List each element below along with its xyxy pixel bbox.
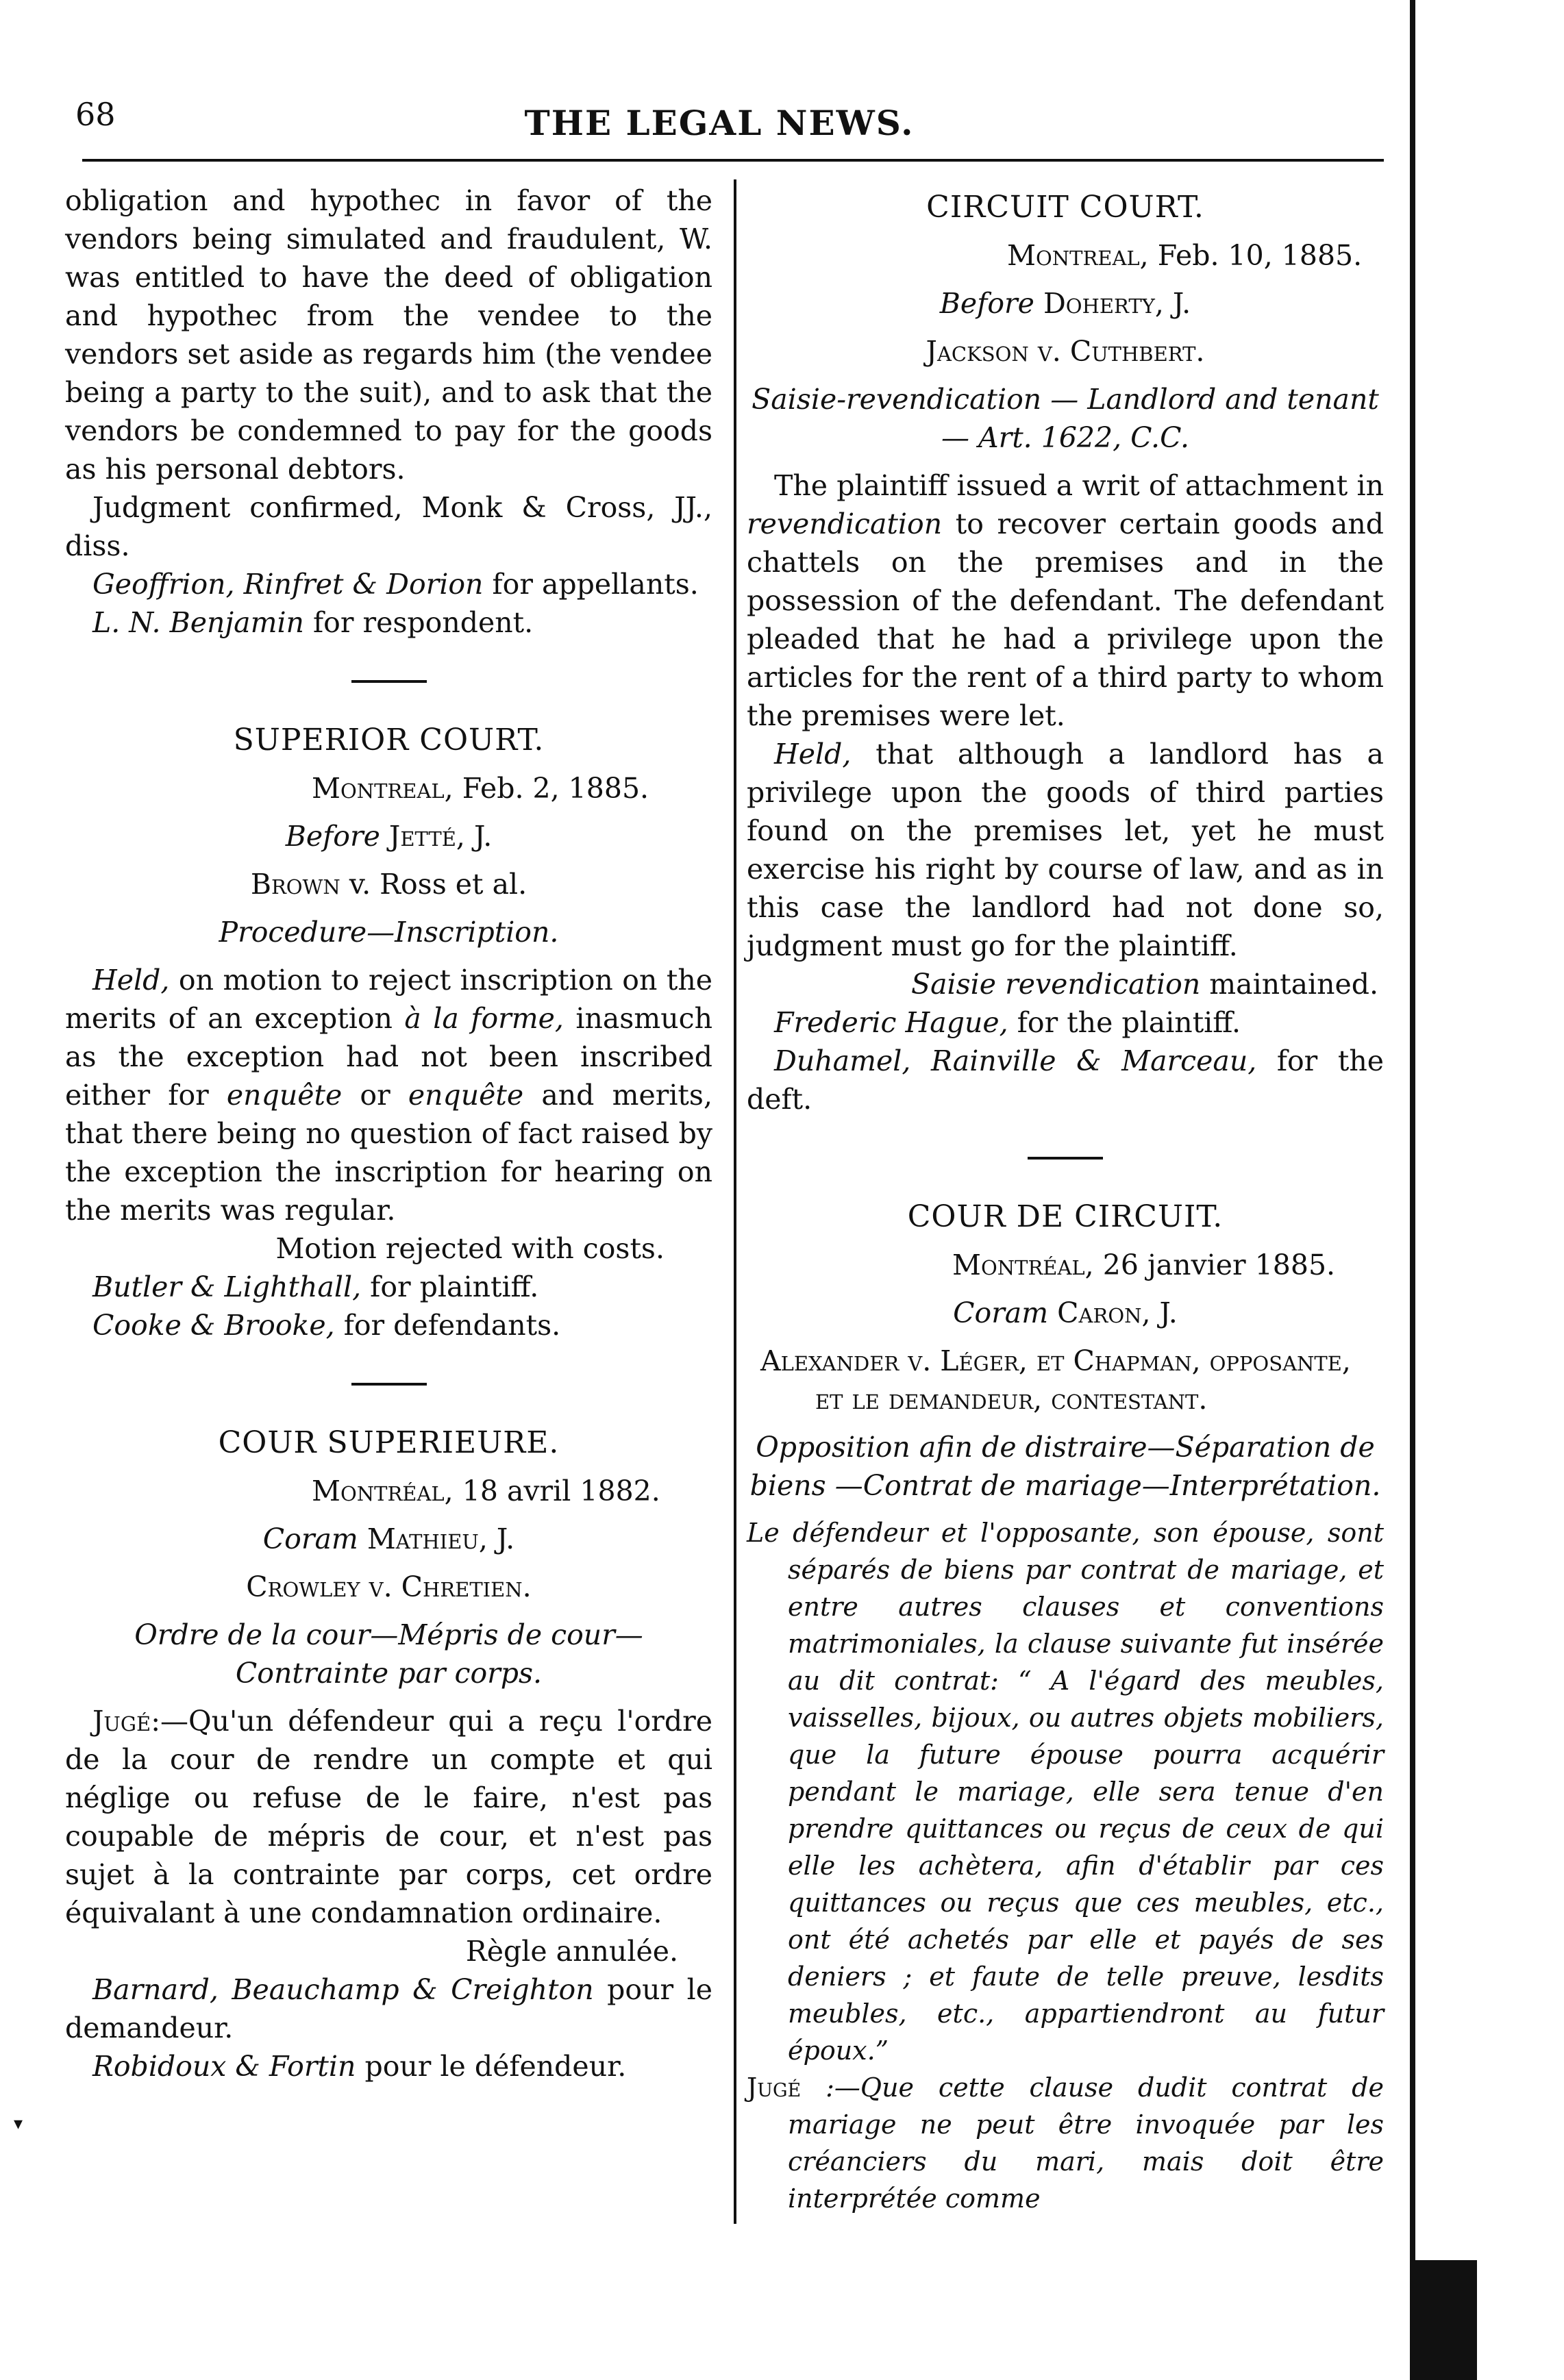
header-rule bbox=[82, 159, 1384, 162]
column-rule bbox=[734, 179, 736, 2224]
judge-name: Doherty, J. bbox=[1034, 287, 1191, 320]
judge-name: Caron, J. bbox=[1048, 1297, 1178, 1329]
case-parties bbox=[65, 865, 712, 903]
court-heading: SUPERIOR COURT. bbox=[233, 723, 545, 757]
coram-word: Coram bbox=[262, 1523, 358, 1555]
judge-name: Mathieu, J. bbox=[358, 1523, 515, 1555]
facts-text: to recover certain goods and chattels on the premises and in the possession of the defendant. The defendant pleaded that he had a privilege upon the articles for the rent of a third party to whom the premises were let. bbox=[747, 508, 1384, 732]
juge-paragraph bbox=[65, 1702, 712, 1932]
case-subject: Procedure—Inscription. bbox=[219, 916, 559, 949]
held-italic: enquête bbox=[226, 1079, 343, 1112]
place: Montreal, bbox=[312, 772, 454, 805]
continued-paragraph: obligation and hypothec in favor of the vendors being simulated and fraudulent, W. was entitled to have the deed of obligation and hypothec from the vendee to the vendors set aside as regards him (the vendee being a party to the suit), and to ask that the vendors be condemned to pay for the goods as his personal debtors. bbox=[65, 184, 712, 486]
court-heading: COUR SUPERIEURE. bbox=[218, 1425, 560, 1460]
counsel-role: pour le défendeur. bbox=[356, 2050, 627, 2083]
date-line bbox=[747, 236, 1384, 275]
date-line bbox=[747, 1246, 1384, 1284]
page-number: 68 bbox=[75, 96, 116, 133]
judge-line bbox=[747, 1294, 1384, 1332]
counsel-role: for the plaintiff. bbox=[1008, 1006, 1241, 1039]
versus: v. Ross et al. bbox=[340, 868, 527, 901]
date: Feb. 2, 1885. bbox=[453, 772, 649, 805]
held-text: or bbox=[342, 1079, 408, 1112]
judge-name: Jetté, J. bbox=[380, 820, 493, 853]
court-heading: COUR DE CIRCUIT. bbox=[907, 1199, 1224, 1234]
counsel-line bbox=[65, 1306, 712, 1344]
counsel-line bbox=[747, 1042, 1384, 1118]
juge-lead: Jugé bbox=[747, 2072, 802, 2103]
held-text: on motion to reject inscription on the merits of an exception bbox=[65, 964, 712, 1035]
place: Montréal, bbox=[312, 1475, 454, 1507]
counsel-line bbox=[747, 1003, 1384, 1042]
place: Montréal, bbox=[952, 1249, 1094, 1281]
counsel-line bbox=[65, 603, 712, 642]
counsel-role: for defendants. bbox=[334, 1309, 561, 1342]
result-italic: Saisie revendication bbox=[911, 968, 1201, 1001]
counsel-line bbox=[65, 565, 712, 603]
juge-text: :—Que cette clause dudit contrat de mariage ne peut être invoquée par les créanciers du mari, mais doit être interprétée comme bbox=[788, 2072, 1384, 2214]
held-lead: Held, bbox=[92, 964, 170, 997]
left-column bbox=[65, 181, 712, 2085]
coram-word: Coram bbox=[953, 1297, 1049, 1329]
counsel-line bbox=[65, 1970, 712, 2047]
place: Montreal, bbox=[1007, 239, 1149, 272]
held-text: inasmuch as the exception had not been inscribed either for bbox=[65, 1002, 713, 1112]
juge-paragraph bbox=[747, 2069, 1384, 2217]
counsel-line bbox=[65, 1268, 712, 1306]
facts-text: The plaintiff issued a writ of attachment in bbox=[774, 469, 1384, 502]
date: 18 avril 1882. bbox=[453, 1475, 660, 1507]
counsel-names: Geoffrion, Rinfret & Dorion bbox=[92, 568, 484, 601]
date: Feb. 10, 1885. bbox=[1148, 239, 1363, 272]
speck-mark: ▾ bbox=[14, 2114, 23, 2134]
case-subject: Opposition afin de distraire—Séparation de biens —Contrat de mariage—Interprétation. bbox=[749, 1431, 1381, 1502]
juge-lead: Jugé bbox=[92, 1705, 151, 1738]
case-subject: Ordre de la cour—Mépris de cour—Contrainte par corps. bbox=[134, 1618, 643, 1690]
counsel-role: for respondent. bbox=[303, 606, 534, 639]
result-line: Motion rejected with costs. bbox=[275, 1232, 665, 1265]
judge-line bbox=[747, 284, 1384, 323]
case-parties: Crowley v. Chretien. bbox=[246, 1570, 532, 1603]
case-subject: Saisie-revendication — Landlord and tenant— Art. 1622, C.C. bbox=[752, 383, 1379, 454]
section-divider bbox=[351, 680, 427, 683]
counsel-role: pour le demandeur. bbox=[65, 1973, 712, 2044]
judge-line bbox=[65, 1520, 712, 1558]
counsel-names: Cooke & Brooke, bbox=[92, 1309, 335, 1342]
result-text: maintained. bbox=[1200, 968, 1379, 1001]
right-column bbox=[747, 181, 1384, 2217]
held-paragraph bbox=[747, 735, 1384, 965]
court-heading: CIRCUIT COURT. bbox=[926, 190, 1204, 225]
case-parties: Jackson v. Cuthbert. bbox=[926, 335, 1205, 368]
before-word: Before bbox=[285, 820, 380, 853]
result-line bbox=[747, 965, 1384, 1003]
judgment-line: Judgment confirmed, Monk & Cross, JJ., diss. bbox=[65, 491, 712, 562]
counsel-role: for appellants. bbox=[483, 568, 699, 601]
judge-line bbox=[65, 817, 712, 855]
held-text: and merits, that there being no question of fact raised by the exception the inscription for hearing on the merits was regular. bbox=[65, 1079, 712, 1227]
counsel-names: Barnard, Beauchamp & Creighton bbox=[92, 1973, 594, 2006]
facts-italic: revendication bbox=[747, 508, 943, 540]
counsel-role: for plaintiff. bbox=[361, 1270, 539, 1303]
before-word: Before bbox=[939, 287, 1034, 320]
result-line: Règle annulée. bbox=[465, 1935, 678, 1968]
counsel-names: L. N. Benjamin bbox=[92, 606, 304, 639]
juge-text: :—Qu'un défendeur qui a reçu l'ordre de la cour de rendre un compte et qui néglige ou refuse de le faire, n'est pas coupable de mépris de cour, et n'est pas sujet à la contrainte par corps, cet ordre équivalant à une condamnation ordinaire. bbox=[65, 1705, 712, 1929]
facts-paragraph bbox=[747, 466, 1384, 735]
section-divider bbox=[1028, 1157, 1103, 1160]
held-lead: Held, bbox=[774, 738, 852, 771]
party-name: Brown bbox=[250, 868, 340, 901]
counsel-names: Butler & Lighthall, bbox=[92, 1270, 362, 1303]
date-line bbox=[65, 1472, 712, 1510]
held-italic: enquête bbox=[408, 1079, 524, 1112]
case-parties: Alexander v. Léger, et Chapman, opposante, et le demandeur, contestant. bbox=[760, 1344, 1351, 1416]
date: 26 janvier 1885. bbox=[1093, 1249, 1336, 1281]
summary-paragraph: Le défendeur et l'opposante, son épouse, sont séparés de biens par contrat de mariage, et entre autres clauses et conventions matrimoniales, la clause suivante fut insérée au dit contrat: “ A l'égard des meubles, vaisselles, bijoux, ou autres objets mobiliers, que la future épouse pourra acquérir pendant le mariage, elle sera tenue d'en prendre quittances ou reçus de ceux de qui elle les achètera, afin d'établir par ces quittances ou reçus que ces meubles, etc., ont été achetés par elle et payés de ses deniers ; et faute de telle preuve, lesdits meubles, etc., appartiendront au futur époux.” bbox=[747, 1518, 1384, 2066]
page-edge-shadow bbox=[1411, 2260, 1477, 2380]
held-text: that although a landlord has a privilege upon the goods of third parties found on the premises let, yet he must exercise his right by course of law, and as in this case the landlord had not done so, judgment must go for the plaintiff. bbox=[747, 738, 1384, 962]
page-edge-rule bbox=[1410, 0, 1415, 2380]
section-divider bbox=[351, 1383, 427, 1386]
running-title: THE LEGAL NEWS. bbox=[524, 103, 915, 143]
counsel-names: Frederic Hague, bbox=[774, 1006, 1008, 1039]
held-paragraph bbox=[65, 961, 712, 1229]
date-line bbox=[65, 769, 712, 807]
counsel-names: Robidoux & Fortin bbox=[92, 2050, 356, 2083]
counsel-line bbox=[65, 2047, 712, 2085]
counsel-role: for the deft. bbox=[747, 1044, 1384, 1116]
counsel-names: Duhamel, Rainville & Marceau, bbox=[774, 1044, 1257, 1077]
held-italic: à la forme, bbox=[404, 1002, 564, 1035]
